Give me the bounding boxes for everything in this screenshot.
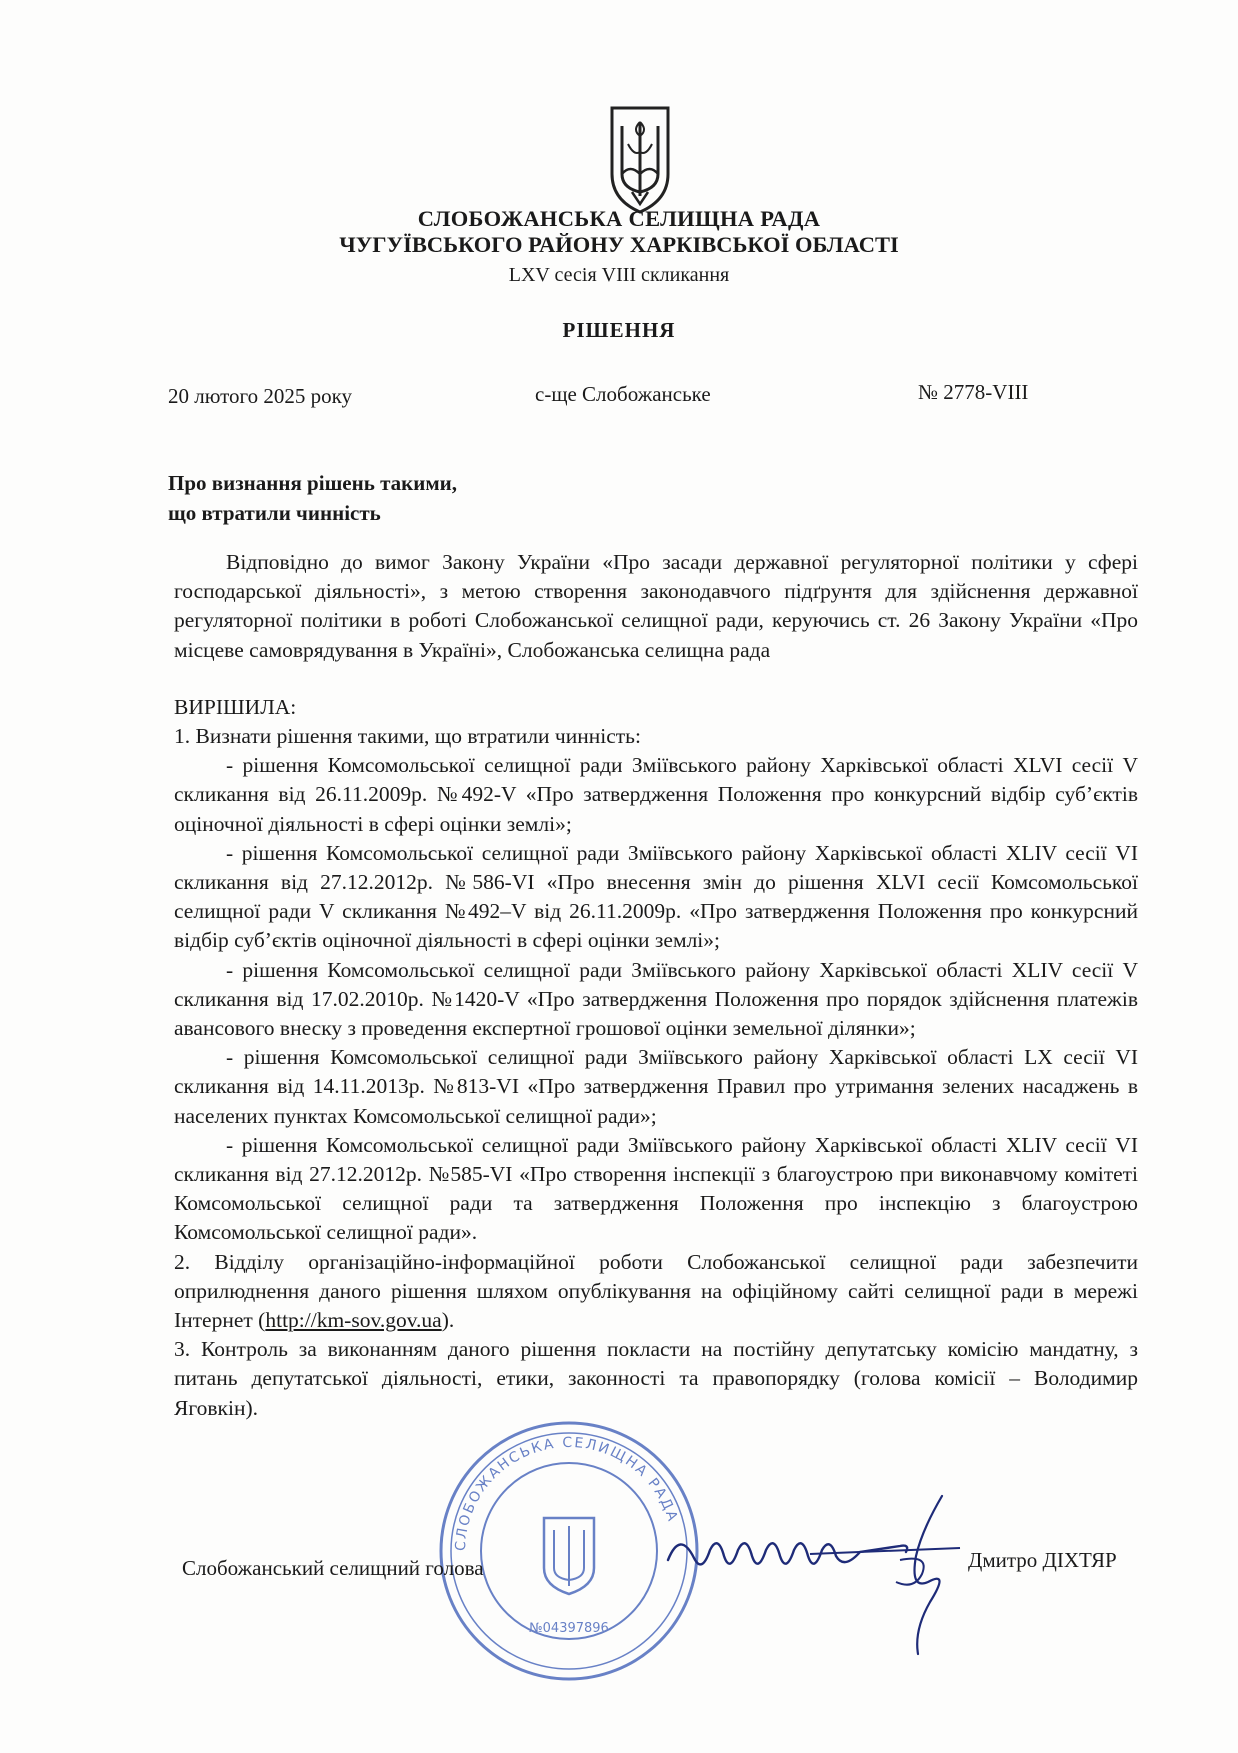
resolved-heading: ВИРІШИЛА:: [174, 694, 297, 719]
preamble-paragraph: Відповідно до вимог Закону України «Про засади державної регуляторної політики у сфері господарської діяльності», з метою створення законодавчого підґрунтя для здійснення державної регуляторної політики в роботі Слобожанської селищної ради, керуючись ст. 26 Закону України «Про місцеве самоврядування в Україні», Слобожанська селищна рада: [174, 550, 1138, 662]
district-title: ЧУГУЇВСЬКОГО РАЙОНУ ХАРКІВСЬКОЇ ОБЛАСТІ: [339, 232, 899, 257]
document-type: РІШЕННЯ: [562, 318, 676, 342]
stamp-code: №04397896: [529, 1621, 609, 1636]
signatory-position: Слобожанський селищний голова: [182, 1556, 484, 1580]
subject-line: Про визнання рішень такими,: [168, 471, 457, 495]
decision-subject: [168, 468, 457, 528]
website-link[interactable]: http://km-sov.gov.ua: [265, 1308, 442, 1333]
decision-body: [174, 548, 1138, 1423]
decision-number: № 2778-VIII: [918, 380, 1029, 404]
point-2-end: ).: [441, 1308, 455, 1333]
repealed-decision-item: - рішення Комсомольської селищної ради Зміївського району Харківської області LX сесії VI скликання від 14.11.2013р. №813-VI «Про затвердження Правил про утримання зелених насаджень в населених пунктах Комсомольської селищної ради»;: [174, 1045, 1138, 1128]
repealed-decision-item: - рішення Комсомольської селищної ради Зміївського району Харківської області XLIV сесії VI скликання від 27.12.2012р. №585-VI «Про створення інспекції з благоустрою при виконавчому комітеті Комсомольської селищної ради та затвердження Положення про інспекцію з благоустрою Комсомольської селищної ради».: [174, 1132, 1138, 1245]
repealed-decision-item: - рішення Комсомольської селищної ради Зміївського району Харківської області XLIV сесії VI скликання від 27.12.2012р. №586-VI «Про внесення змін до рішення XLVI сесії Комсомольської селищної ради V скликання №492–V від 26.11.2009р. «Про затвердження Положення про конкурсний відбір суб’єктів оціночної діяльності в сфері оцінки землі»;: [174, 840, 1138, 953]
point-3: 3. Контроль за виконанням даного рішення покласти на постійну депутатську комісію мандатну, з питань депутатської діяльності, етики, законності та правопорядку (голова комісії – Володимир Яговкін).: [174, 1337, 1138, 1420]
session-title: LXV сесія VIII скликання: [508, 264, 730, 286]
decision-place: с-ще Слобожанське: [535, 382, 711, 406]
coat-of-arms-icon: [606, 104, 674, 216]
point-2-text: 2. Відділу організаційно-інформаційної роботи Слобожанської селищної ради забезпечити оприлюднення даного рішення шляхом опублікування на офіційному сайті селищної ради в мережі Інтернет (: [174, 1249, 1138, 1333]
repealed-decision-item: - рішення Комсомольської селищної ради Зміївського району Харківської області XLVI сесії V скликання від 26.11.2009р. №492-V «Про затвердження Положення про конкурсний відбір суб’єктів оціночної діяльності в сфері оцінки землі»;: [174, 753, 1138, 836]
signatory-name: Дмитро ДІХТЯР: [968, 1548, 1117, 1572]
point-2: [174, 1248, 1138, 1336]
point-1: 1. Визнати рішення такими, що втратили чинність:: [174, 724, 641, 749]
handwritten-signature: [660, 1490, 980, 1660]
stamp-ring-text: СЛОБОЖАНСЬКА СЕЛИЩНА РАДА: [452, 1434, 681, 1552]
subject-line: що втратили чинність: [168, 501, 381, 525]
repealed-decision-item: - рішення Комсомольської селищної ради Зміївського району Харківської області XLIV сесії V скликання від 17.02.2010р. №1420-V «Про затвердження Положення про порядок здійснення платежів авансового внеску з проведення експертної грошової оцінки земельної ділянки»;: [174, 957, 1138, 1041]
council-title: СЛОБОЖАНСЬКА СЕЛИЩНА РАДА: [417, 206, 821, 231]
decision-date: 20 лютого 2025 року: [168, 384, 353, 408]
